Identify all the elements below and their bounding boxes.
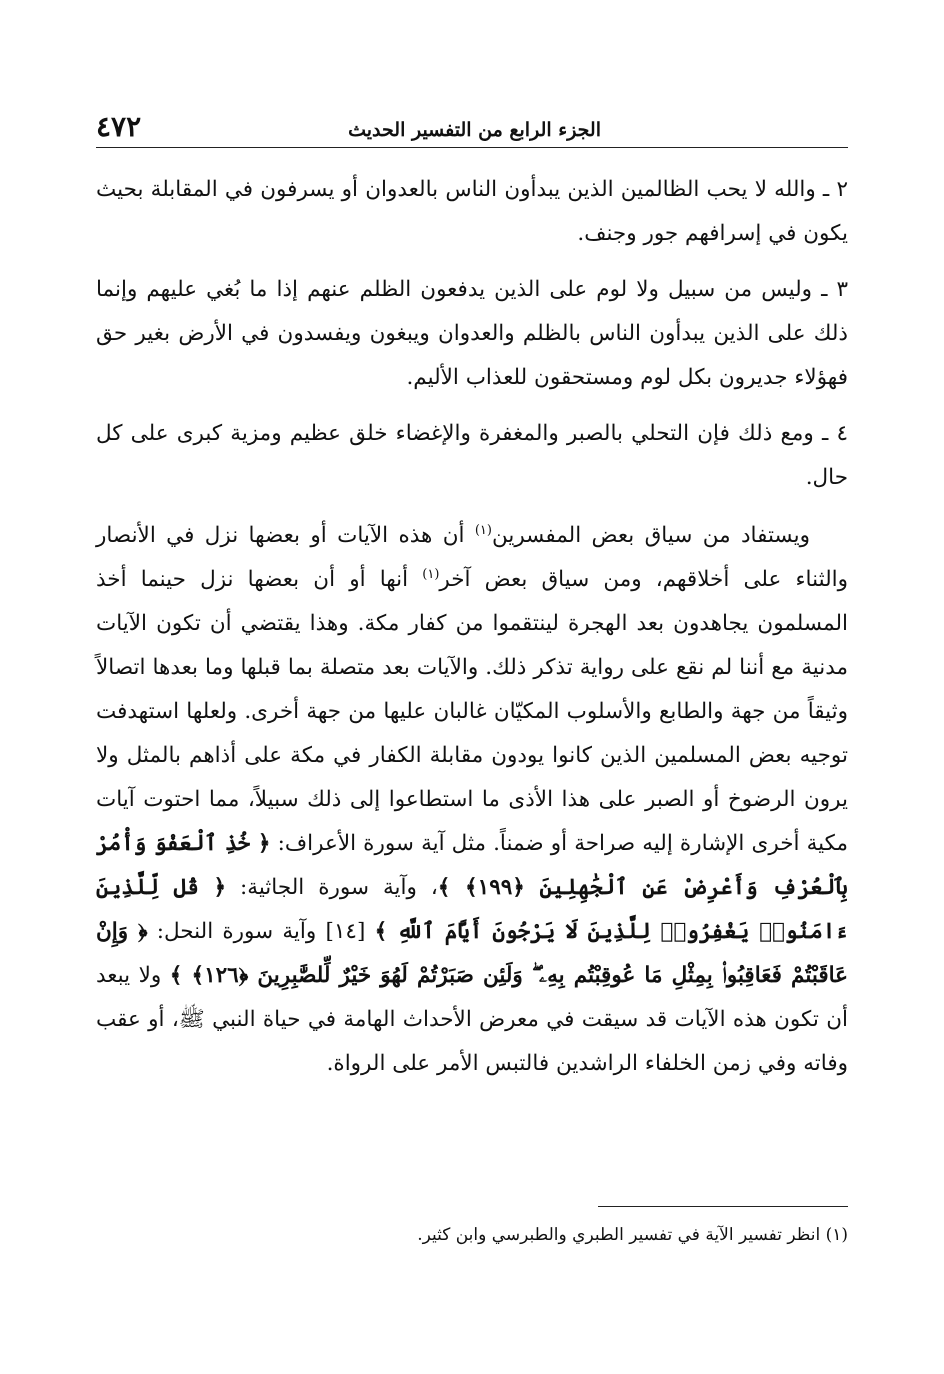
page-number: ٤٧٢ xyxy=(96,110,142,143)
footnote-reference: (١) xyxy=(422,566,440,582)
footnote-divider xyxy=(598,1206,848,1207)
paragraph-point-2: ٢ ـ والله لا يحب الظالمين الذين يبدأون الناس بالعدوان أو يسرفون في المقابلة بحيث يكون في إسرافهم جور وجنف. xyxy=(96,177,848,246)
text-segment: [١٤] وآية سورة النحل: xyxy=(147,919,375,944)
quran-verse-jathiya: ﴿ قُل لِّلَّذِينَ ءَامَنُوا۟ يَغْفِرُوا۟ لِلَّذِينَ لَا يَرْجُونَ أَيَّامَ ٱللَّهِ ﴾ xyxy=(96,875,848,944)
text-segment: أن هذه الآيات أو بعضها نزل في الأنصار والثناء على أخلاقهم، ومن سياق بعض آخر xyxy=(96,523,848,592)
quran-verse-nahl: ﴿ وَإِنْ عَاقَبْتُمْ فَعَاقِبُوا۟ بِمِثْلِ مَا عُوقِبْتُم بِهِۦ ۖ وَلَئِن صَبَرْتُمْ لَهُوَ خَيْرٌ لِّلصَّٰبِرِينَ ﴿١٢٦﴾ ﴾ xyxy=(96,919,848,988)
text-segment: ، وآية سورة الجاثية: xyxy=(226,875,438,900)
running-title: الجزء الرابع من التفسير الحديث xyxy=(348,119,602,141)
page-body xyxy=(96,168,848,1098)
footnote-reference: (١) xyxy=(474,522,492,538)
footnote: (١) انظر تفسير الآية في تفسير الطبري والطبرسي وابن كثير. xyxy=(417,1225,848,1245)
main-paragraph xyxy=(96,514,848,1086)
text-segment: ولا يبعد أن تكون هذه الآيات قد سيقت في معرض الأحداث الهامة في حياة النبي ﷺ، أو عقب وفاته وفي زمن الخلفاء الراشدين فالتبس الأمر على الرواة. xyxy=(96,963,848,1076)
paragraph-point-4: ٤ ـ ومع ذلك فإن التحلي بالصبر والمغفرة والإغضاء خلق عظيم ومزية كبرى على كل حال. xyxy=(96,421,848,490)
text-segment: ويستفاد من سياق بعض المفسرين xyxy=(491,523,810,548)
text-segment: أنها أو أن بعضها نزل حينما أخذ المسلمون يجاهدون بعد الهجرة لينتقموا من كفار مكة. وهذا يقتضي أن تكون الآيات مدنية مع أننا لم نقع على رواية تذكر ذلك. والآيات بعد متصلة بما قبلها وما بعدها اتصالاً وثيقاً من جهة والطابع والأسلوب المكيّان غالبان عليها من جهة أخرى. ولعلها استهدفت توجيه بعض المسلمين الذين كانوا يودون مقابلة الكفار في مكة على أذاهم بالمثل ولا يرون الرضوخ أو الصبر على هذا الأذى ما استطاعوا إلى ذلك سبيلاً، مما احتوت آيات مكية أخرى الإشارة إليه صراحة أو ضمناً. مثل آية سورة الأعراف: xyxy=(96,567,848,856)
paragraph-point-3: ٣ ـ وليس من سبيل ولا لوم على الذين يدفعون الظلم عنهم إذا ما بُغي عليهم وإنما ذلك على الذين يبدأون الناس بالظلم والعدوان ويبغون ويفسدون في الأرض بغير حق فهؤلاء جديرون بكل لوم ومستحقون للعذاب الأليم. xyxy=(96,277,848,390)
quran-verse-aaraf: ﴿ خُذِ ٱلْعَفْوَ وَأْمُرْ بِٱلْعُرْفِ وَأَعْرِضْ عَنِ ٱلْجَٰهِلِينَ ﴿١٩٩﴾ ﴾ xyxy=(96,831,848,900)
page-header xyxy=(96,104,848,148)
